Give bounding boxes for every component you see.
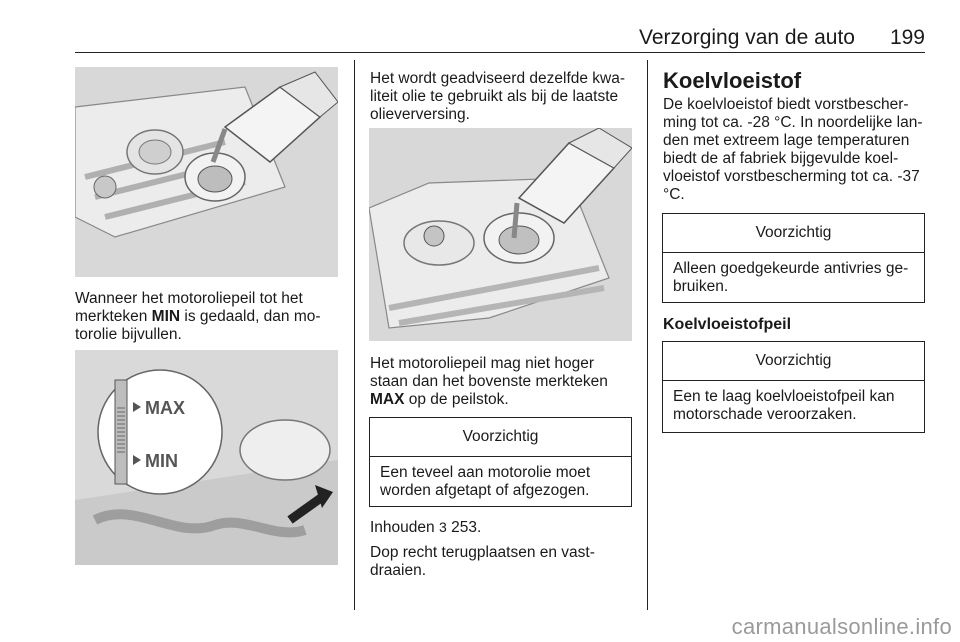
caution-text: Alleen goedgekeurde antivries ge-bruiken.: [673, 260, 909, 295]
subheading-coolant-level: Koelvloeistofpeil: [663, 316, 792, 333]
column-divider-right: [647, 60, 648, 610]
engine-oil-cap-illustration: [369, 128, 632, 341]
caution-text: Een teveel aan motorolie moet worden afgetapt of afgezogen.: [380, 464, 591, 499]
oil-filling-illustration: [75, 67, 338, 277]
caution-title: Voorzichtig: [370, 418, 631, 457]
reference-text: Inhouden: [370, 519, 435, 536]
max-mark-label: MAX: [370, 391, 405, 408]
max-level-text-end: op de peilstok.: [404, 391, 509, 408]
page-header: [75, 0, 925, 50]
watermark: carmanualsonline.info: [731, 614, 952, 639]
oil-quality-paragraph: Het wordt geadviseerd dezelfde kwa-liteit olie te gebruikt als bij de laatste olieverversing.: [370, 70, 626, 123]
page-reference-arrow-icon: 3: [438, 519, 447, 535]
caution-title: Voorzichtig: [663, 214, 924, 253]
dipstick-illustration: [75, 350, 338, 565]
caution-box-antifreeze: [662, 213, 925, 303]
capacities-reference: [370, 518, 635, 537]
cap-refit-paragraph: Dop recht terugplaatsen en vast-draaien.: [370, 544, 595, 579]
reference-page[interactable]: 253.: [451, 519, 482, 536]
page-number: 199: [889, 26, 925, 49]
column-divider-left: [354, 60, 355, 610]
header-rule: [75, 52, 925, 53]
min-instruction-text-end: is gedaald, dan mo-torolie bijvullen.: [75, 308, 321, 343]
caution-title: Voorzichtig: [663, 342, 924, 381]
min-instruction: [75, 290, 345, 344]
header-title: Verzorging van de auto: [639, 26, 855, 49]
min-instruction-text: Wanneer het motoroliepeil tot het merkteken: [75, 290, 303, 325]
caution-text: Een te laag koelvloeistofpeil kan motorschade veroorzaken.: [673, 388, 895, 423]
max-level-text: Het motoroliepeil mag niet hoger staan dan het bovenste merkteken: [370, 355, 608, 390]
dipstick-min-label: MIN: [145, 451, 178, 471]
engine-oil-cap-drawing: [369, 128, 632, 341]
dipstick-drawing: [75, 350, 338, 565]
coolant-paragraph: De koelvloeistof biedt vorstbescher-ming tot ca. -28 °C. In noordelijke lan-den met extreem lage temperaturen biedt de af fabriek bijgevulde koel-vloeistof vorstbescherming tot ca. -37 °C.: [663, 96, 923, 203]
min-mark-label: MIN: [151, 308, 181, 325]
oil-filling-drawing: [75, 67, 338, 277]
section-heading-coolant: Koelvloeistof: [663, 68, 802, 93]
dipstick-max-label: MAX: [145, 398, 185, 418]
caution-box-oil: [369, 417, 632, 507]
max-level-paragraph: [370, 355, 635, 409]
caution-box-coolant-level: [662, 341, 925, 433]
